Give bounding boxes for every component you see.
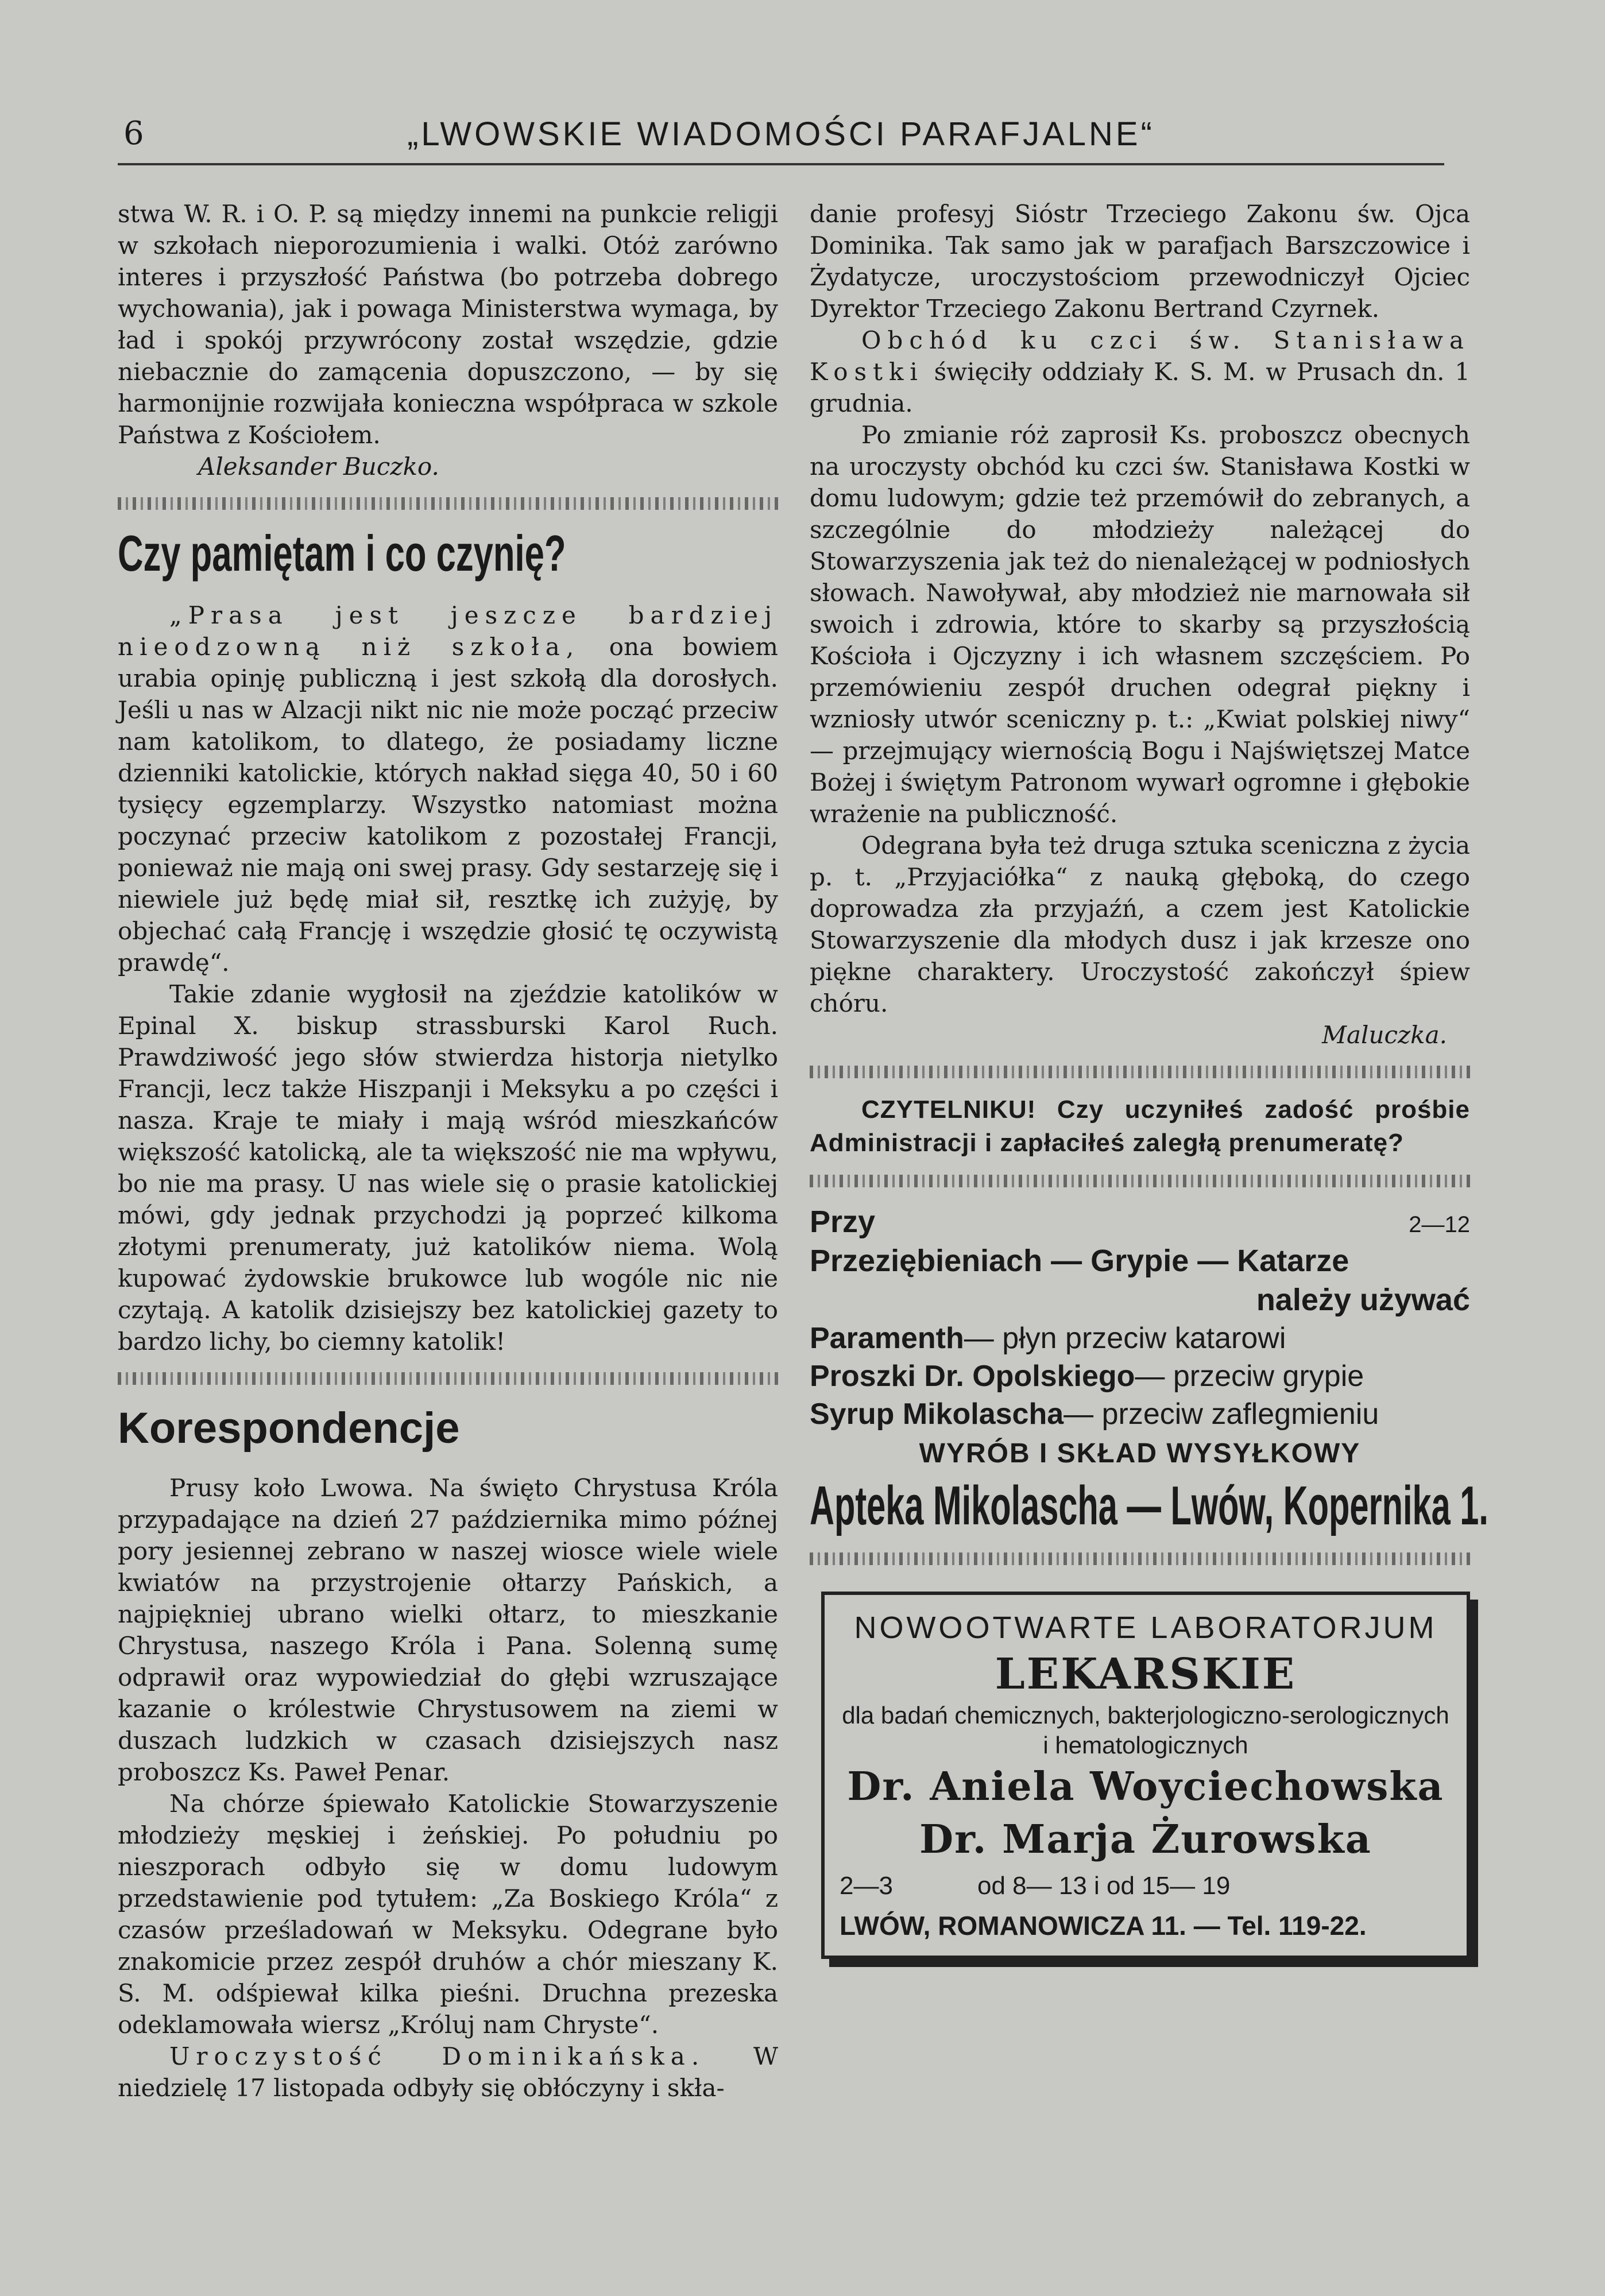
ornament-divider — [118, 1372, 778, 1385]
ad-product: Proszki Dr. Opolskiego— przeciw grypie — [810, 1360, 1364, 1393]
lab-line1: NOWOOTWARTE LABORATORJUM — [854, 1610, 1437, 1645]
ornament-divider — [118, 497, 778, 510]
lab-code: 2—3 — [840, 1872, 893, 1900]
correspondence-paragraph: Prusy koło Lwowa. Na święto Chrystusa Króla przypadające na dzień 27 października mimo późnej pory jesiennej zebrano w naszej wiosce wiele wiele kwiatów na przystrojenie ołtarzy Pańskich, a najpiękniej ubrano wielki ołtarz, to mieszkanie Chrystusa, naszego Króla i Pana. Solenną sumę odprawił oraz wypowiedział do głębi wzruszające kazanie o królestwie Chrystusowem na ziemi w duszach ludzkich w czasach dzisiejszych nasz proboszcz Ks. Paweł Penar. — [118, 1474, 778, 1786]
article-paragraph — [118, 599, 778, 978]
ornament-divider — [810, 1066, 1470, 1078]
ad-apteka: Apteka Mikolascha — Lwów, Kopernika 1. — [810, 1475, 1488, 1536]
ad-wyrob: WYRÓB I SKŁAD WYSYŁKOWY — [919, 1438, 1361, 1469]
kostka-text: święciły oddziały K. S. M. w Prusach dn. 1 grudnia. — [810, 358, 1470, 417]
right-column — [810, 198, 1488, 1959]
ornament-divider — [810, 1552, 1470, 1565]
article-quote-spaced: „Prasa jest jeszcze bardziej nieodzowną niż szkoła, — [118, 601, 778, 661]
correspondence-title: Korespondencje — [118, 1404, 460, 1453]
intro-paragraph: stwa W. R. i O. P. są między innemi na punkcie religji w szkołach nieporozumienia i walki. Otóż zarówno interes i przyszłość Państwa (bo potrzeba dobrego wychowania), jak i powaga Ministerstwa wymaga, by ład i spokój przywrócony został wszędzie, gdzie niebacznie do zamącenia dopuszczono, — by się harmonijnie rozwijała konieczna współpraca w szkole Państwa z Kościołem. — [118, 200, 778, 449]
correspondence-paragraph-2: Na chórze śpiewało Katolickie Stowarzyszenie młodzieży męskiej i żeńskiej. Po południu po nieszporach odbyło się w domu ludowym przedstawienie pod tytułem: „Za Boskiego Króla“ z czasów prześladowań w Meksyku. Odegrane było znakomicie przez zespół druhów a chór mieszany K. S. M. odśpiewał kilka pieśni. Druchna prezeska odeklamowała wiersz „Króluj nam Chryste“. — [118, 1790, 778, 2039]
ornament-divider — [810, 1175, 1470, 1187]
lab-line3: dla badań chemicznych, bakterjologiczno-serologicznych i hematologicznych — [842, 1702, 1449, 1759]
intro-signature: Aleksander Buczko. — [198, 452, 439, 481]
ad-przy: Przy — [810, 1205, 876, 1239]
article-title: Czy pamiętam i co czynię? — [118, 525, 566, 582]
continuation-paragraph-4: Odegrana była też druga sztuka sceniczna z życia p. t. „Przyjaciółka“ z nauką głęboką, do czego doprowadza zła przyjaźń, a czem jest Katolickie Stowarzyszenie dla młodych dusz i jak krzesze ono piękne charaktery. Uroczystość zakończył śpiew chóru. — [810, 831, 1470, 1017]
laboratory-advertisement — [821, 1592, 1470, 1959]
header-rule — [118, 163, 1444, 165]
page-header — [118, 115, 1444, 167]
continuation-paragraph: danie profesyj Sióstr Trzeciego Zakonu św. Ojca Dominika. Tak samo jak w parafjach Barszczowice i Żydatycze, uroczystościom przewodniczył Ojciec Dyrektor Trzeciego Zakonu Bertrand Czyrnek. — [810, 200, 1470, 323]
correspondence-paragraph-3 — [118, 2041, 778, 2104]
signature: Maluczka. — [1321, 1021, 1447, 1049]
left-column — [118, 198, 778, 2104]
ad-product: Syrup Mikolascha— przeciw zaflegmieniu — [810, 1397, 1379, 1431]
dominican-heading: Uroczystość Dominikańska. — [169, 2042, 706, 2070]
lab-doctor-2: Dr. Marja Żurowska — [919, 1817, 1372, 1863]
pharmacy-advertisement — [810, 1202, 1488, 1538]
continuation-paragraph-3: Po zmianie róż zaprosił Ks. proboszcz obecnych na uroczysty obchód ku czci św. Stanisława Kostki w domu ludowym; gdzie też przemówił do zebranych, a szczególnie do młodzieży należącej do Stowarzyszenia jak też do nienależącej w podniosłych słowach. Nawoływał, aby młodzież nie marnowała sił swoich i zdrowia, które to skarby są przyszłością Kościoła i Ojczyzny i ich własnem szczęściem. Po przemówieniu zespół druchen odegrał piękny i wzniosły utwór sceniczny p. t.: „Kwiat polskiej niwy“ — przejmujący wiernością Bogu i Najświętszej Matce Bożej i świętym Patronom wywarł ogromne i głębokie wrażenie na publiczność. — [810, 421, 1470, 828]
reader-notice — [810, 1093, 1470, 1160]
page-number: 6 — [123, 115, 144, 152]
article-quote-rest: ona bowiem urabia opinję publiczną i jest szkołą dla dorosłych. Jeśli u nas w Alzacji nikt nic nie może począć przeciw nam katolikom, to dlatego, że posiadamy liczne dzienniki katolickie, których nakład sięga 40, 50 i 60 tysięcy egzemplarzy. Wszystko natomiast można poczynać przeciw katolikom z pozostałej Francji, ponieważ nie mają oni swej prasy. Gdy sestarzeję się i niewiele już będę miał sił, resztkę ich zużyję, by objechać całą Francję i wszędzie głosić tę oczywistą prawdę“. — [118, 633, 778, 977]
ad-code: 2—12 — [1409, 1212, 1470, 1237]
kostka-paragraph — [810, 324, 1470, 419]
dominican-text: W niedzielę 17 listopada odbyły się obłóczyny i skła- — [118, 2042, 778, 2102]
reader-notice-text: CZYTELNIKU! Czy uczyniłeś zadość prośbie Administracji i zapłaciłeś zaległą prenumeratę? — [810, 1095, 1470, 1157]
lab-line2: LEKARSKIE — [995, 1650, 1297, 1699]
lab-address: LWÓW, ROMANOWICZA 11. — Tel. 119-22. — [840, 1911, 1367, 1941]
ad-use: należy używać — [1256, 1283, 1470, 1317]
newspaper-title: „LWOWSKIE WIADOMOŚCI PARAFJALNE“ — [407, 115, 1155, 153]
article-paragraph-2: Takie zdanie wygłosił na zjeździe katolików w Epinal X. biskup strassburski Karol Ruch. Prawdziwość jego słów stwierdza historja nietylko Francji, lecz także Hiszpanji i Meksyku a po części i nasza. Kraje te miały i mają wśród mieszkańców większość katolicką, ale ta większość nie ma wpływu, bo nie ma prasy. U nas wiele się o prasie katolickiej mówi, gdy jednak przychodzi ją poprzeć kilkoma złotymi prenumeraty, już katolików niema. Wolą kupować żydowskie brukowce lub wogóle nic nie czytają. A katolik dzisiejszy bez katolickiej gazety to bardzo lichy, bo ciemny katolik! — [118, 980, 778, 1356]
kostka-heading: Obchód ku czci św. Stanisława Kostki — [810, 326, 1470, 386]
lab-hours: od 8— 13 i od 15— 19 — [977, 1872, 1231, 1900]
ad-ailments: Przeziębieniach — Grypie — Katarze — [810, 1244, 1349, 1278]
lab-doctor-1: Dr. Aniela Woyciechowska — [847, 1764, 1444, 1810]
ad-product: Paramenth— płyn przeciw katarowi — [810, 1322, 1286, 1355]
